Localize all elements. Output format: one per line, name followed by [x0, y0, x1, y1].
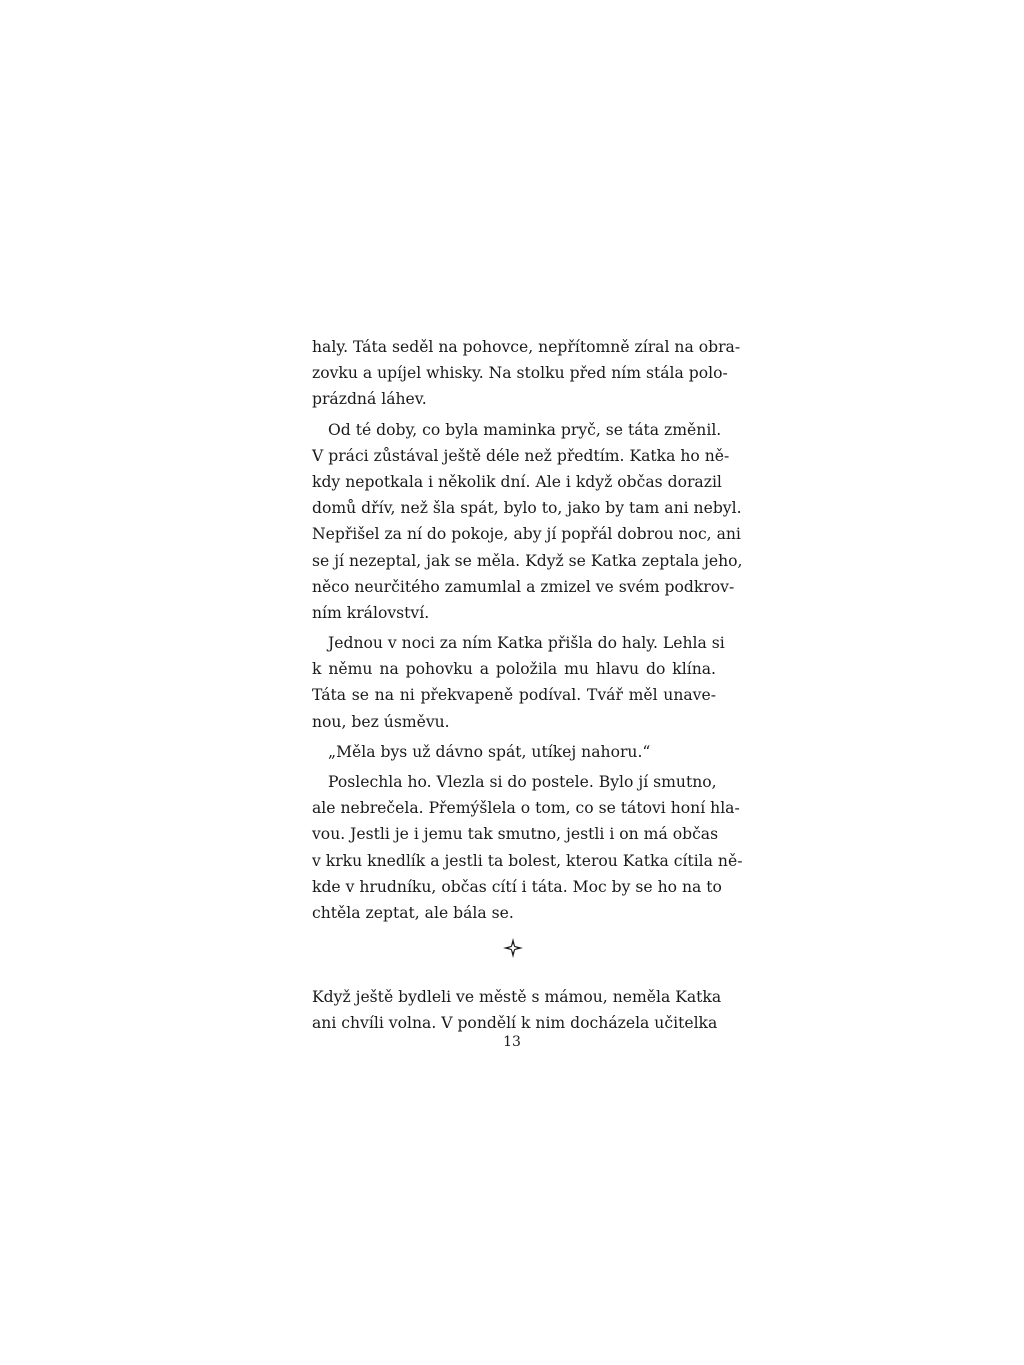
text-line: prázdná láhev. [312, 390, 427, 409]
text-line: ani chvíli volna. V pondělí k nim docházela učitelka [312, 1014, 718, 1033]
section-break [312, 926, 716, 978]
four-point-star-ornament-icon [503, 938, 523, 958]
text-line: Nepřišel za ní do pokoje, aby jí popřál dobrou noc, ani [312, 525, 741, 544]
text-line: kde v hrudníku, občas cítí i táta. Moc by se ho na to [312, 877, 722, 896]
paragraph-4-dialogue [312, 739, 716, 765]
text-line: ale nebrečela. Přemýšlela o tom, co se tátovi honí hla- [312, 799, 740, 818]
paragraph-1 [312, 334, 741, 413]
paragraph-3 [312, 630, 725, 735]
text-line: nou, bez úsměvu. [312, 712, 450, 731]
text-line: domů dřív, než šla spát, bylo to, jako by tam ani nebyl. [312, 499, 742, 518]
text-line: haly. Táta seděl na pohovce, nepřítomně zíral na obra- [312, 338, 741, 356]
page-number: 13 [503, 1034, 521, 1050]
text-line: něco neurčitého zamumlal a zmizel ve svém podkrov- [312, 577, 735, 596]
page-body [312, 334, 743, 1037]
text-line: Od té doby, co byla maminka pryč, se táta změnil. [328, 420, 722, 439]
text-line: V práci zůstával ještě déle než předtím. Katka ho ně- [312, 446, 730, 465]
text-line: k němu na pohovku a položila mu hlavu do klína. [312, 660, 716, 679]
text-line: se jí nezeptal, jak se měla. Když se Katka zeptala jeho, [312, 551, 743, 570]
text-line: v krku knedlík a jestli ta bolest, kterou Katka cítila ně- [312, 851, 743, 870]
text-line: Jednou v noci za ním Katka přišla do haly. Lehla si [328, 634, 725, 653]
text-line: kdy nepotkala i několik dní. Ale i když občas dorazil [312, 472, 722, 491]
text-line: vou. Jestli je i jemu tak smutno, jestli i on má občas [312, 825, 719, 844]
paragraph-2 [312, 417, 743, 627]
text-line: „Měla bys už dávno spát, utíkej nahoru.“ [328, 742, 651, 761]
text-line: Táta se na ni překvapeně podíval. Tvář měl unave- [312, 686, 716, 705]
text-line: Poslechla ho. Vlezla si do postele. Bylo jí smutno, [328, 773, 717, 791]
paragraph-6 [312, 984, 722, 1036]
text-line: zovku a upíjel whisky. Na stolku před ním stála polo- [312, 364, 728, 383]
text-line: chtěla zeptat, ale bála se. [312, 903, 514, 922]
text-line: ním království. [312, 603, 430, 622]
text-line: Když ještě bydleli ve městě s mámou, neměla Katka [312, 988, 722, 1007]
paragraph-5 [312, 769, 743, 926]
